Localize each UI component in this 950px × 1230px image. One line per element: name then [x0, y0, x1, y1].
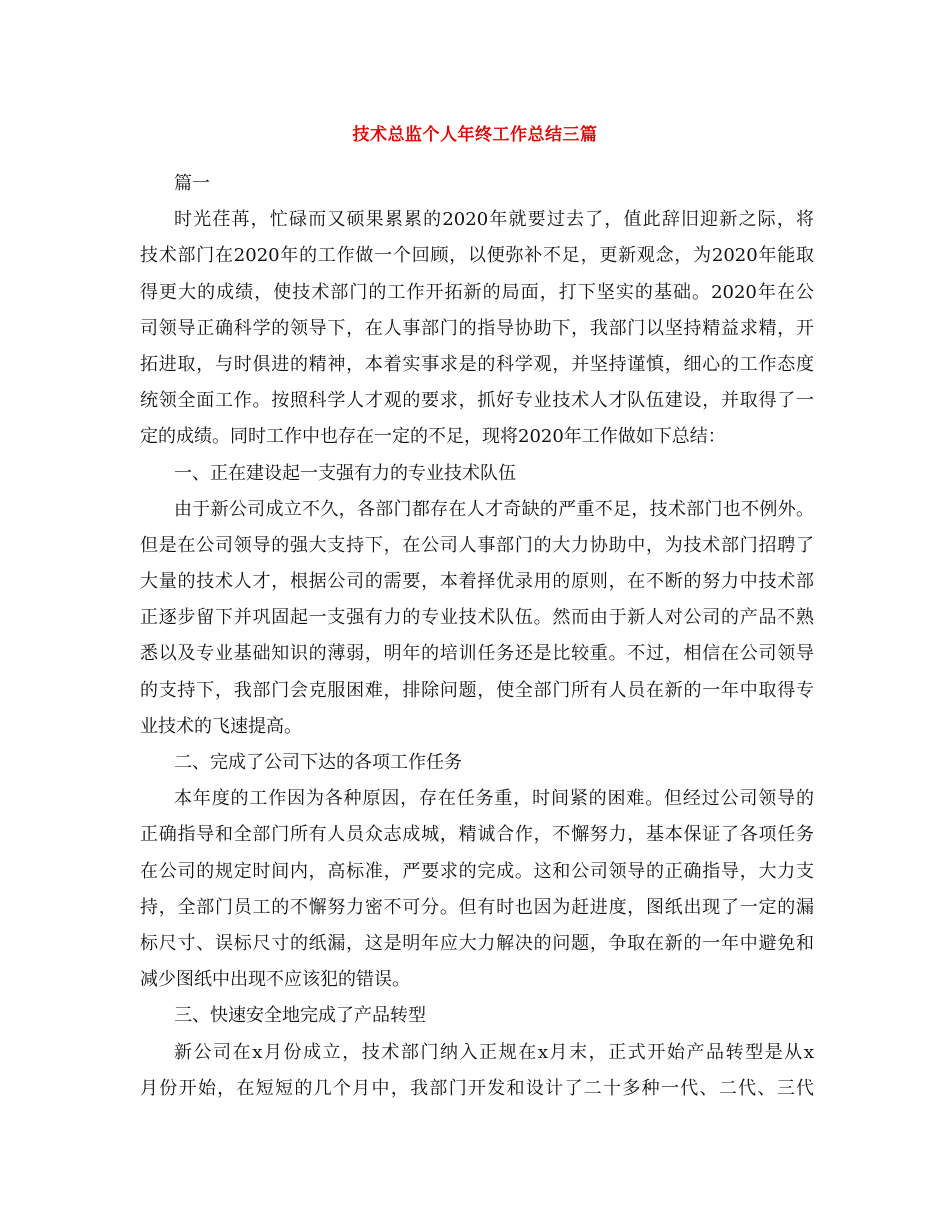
text-line: 司领导正确科学的领导下，在人事部门的指导协助下，我部门以坚持精益求精，开: [140, 317, 814, 339]
text-line: 二、完成了公司下达的各项工作任务: [174, 752, 462, 773]
document-body: [140, 166, 814, 1107]
text-line: 减少图纸中出现不应该犯的错误。: [140, 969, 410, 991]
text-line: 标尺寸、误标尺寸的纸漏，这是明年应大力解决的问题，争取在新的一年中避免和: [140, 932, 814, 954]
text-line: 但是在公司领导的强大支持下，在公司人事部门的大力协助中，为技术部门招聘了: [140, 534, 814, 556]
text-line: 定的成绩。同时工作中也存在一定的不足，现将2020年工作做如下总结：: [140, 426, 726, 448]
text-line: 业技术的飞速提高。: [140, 715, 302, 737]
text-line: 新公司在x月份成立，技术部门纳入正规在x月末，正式开始产品转型是从x: [174, 1041, 814, 1063]
text-line: 技术部门在2020年的工作做一个回顾，以便弥补不足，更新观念，为2020年能取: [140, 245, 814, 267]
text-line: 本年度的工作因为各种原因，存在任务重，时间紧的困难。但经过公司领导的: [174, 788, 814, 810]
text-line: 月份开始，在短短的几个月中，我部门开发和设计了二十多种一代、二代、三代: [140, 1077, 814, 1099]
text-line: 在公司的规定时间内，高标准，严要求的完成。这和公司领导的正确指导，大力支: [140, 860, 814, 882]
text-line: 悉以及专业基础知识的薄弱，明年的培训任务还是比较重。不过，相信在公司领导: [140, 643, 814, 665]
text-line: 持，全部门员工的不懈努力密不可分。但有时也因为赶进度，图纸出现了一定的漏: [140, 896, 814, 918]
text-line: 正确指导和全部门所有人员众志成城，精诚合作，不懈努力，基本保证了各项任务: [140, 824, 814, 846]
document-title: 技术总监个人年终工作总结三篇: [352, 125, 598, 145]
text-line: 统领全面工作。按照科学人才观的要求，抓好专业技术人才队伍建设，并取得了一: [140, 390, 814, 412]
text-line: 拓进取，与时俱进的精神，本着实事求是的科学观，并坚持谨慎，细心的工作态度: [140, 353, 814, 375]
text-line: 由于新公司成立不久，各部门都存在人才奇缺的严重不足，技术部门也不例外。: [174, 498, 814, 520]
text-line: 一、正在建设起一支强有力的专业技术队伍: [174, 462, 516, 484]
text-line: 篇一: [174, 173, 210, 194]
text-line: 得更大的成绩，使技术部门的工作开拓新的局面，打下坚实的基础。2020年在公: [140, 281, 814, 303]
text-line: 的支持下，我部门会克服困难，排除问题，使全部门所有人员在新的一年中取得专: [140, 679, 814, 701]
text-line: 正逐步留下并巩固起一支强有力的专业技术队伍。然而由于新人对公司的产品不熟: [140, 607, 814, 629]
text-line: 大量的技术人才，根据公司的需要，本着择优录用的原则，在不断的努力中技术部: [140, 571, 814, 593]
text-line: 三、快速安全地完成了产品转型: [174, 1005, 426, 1027]
text-line: 时光荏苒，忙碌而又硕果累累的2020年就要过去了，值此辞旧迎新之际，将: [174, 209, 814, 231]
